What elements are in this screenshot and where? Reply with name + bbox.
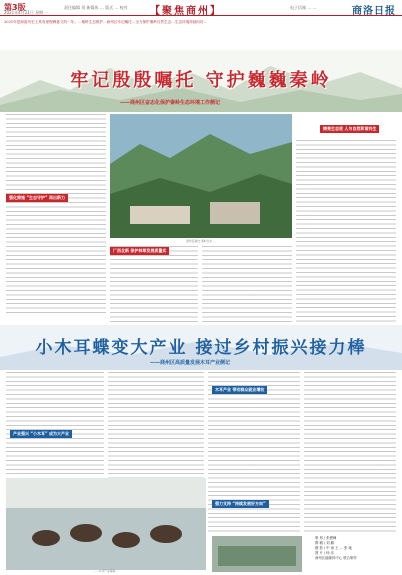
story1-landscape-photo [110, 114, 292, 238]
story2-head-3: 强力支持 “持续发展好方向” [212, 500, 269, 508]
story2-workers-photo [212, 536, 302, 572]
story1-column-1 [6, 114, 106, 314]
story1-column-3 [202, 246, 292, 324]
story1-column-2 [110, 246, 198, 324]
story2-photo-caption: ……木耳产业基地 … [92, 569, 120, 573]
section-title: 【聚焦商州】 [150, 6, 222, 17]
story2-column-1 [6, 372, 104, 476]
story1-title: 牢记殷殷嘱托 守护巍巍秦岭 [70, 70, 332, 91]
credit-images: 图 片 / 杨 乐 [315, 551, 335, 555]
story2-column-3 [208, 372, 300, 532]
credits-box [315, 536, 395, 561]
story1-subtitle: ——商州区奋志化保护秦岭生态环境工作侧记 [120, 100, 221, 106]
intro-paragraph: 2021年是商洛历史上具有里程碑意义的一年。…秦岭生态保护…商州区牢记嘱托…全力保护秦岭自然生态…生态环境持续向好… [4, 20, 208, 24]
credit-producer: 商州区融媒体中心 联合制作 [315, 556, 357, 560]
contact: 电子信箱 … … [290, 5, 317, 10]
page-number: 第3版 [4, 3, 26, 12]
story2-fungus-photo [6, 478, 206, 570]
newspaper-logo: 商洛日报 [352, 6, 396, 17]
story2-subtitle: ——商州区高质量发展木耳产业侧记 [150, 360, 231, 366]
story2-head-2: 木耳产业 带动群众就业增收 [212, 386, 267, 394]
credit-writing: 撰 稿 / 刘 鹏 [315, 541, 335, 545]
story2-head-1: 产业强兴 “小木耳” 成为大产业 [10, 430, 72, 438]
credit-planning: 策 划 / 张俊峰 [315, 536, 337, 540]
story1-column-4 [296, 140, 396, 324]
story1-head-3: 擦亮生态底 人与自然和谐共生 [320, 125, 379, 133]
story1-head-1: 强化措施 “生态守护” 再出新力 [6, 194, 68, 202]
issue-date: 2021年4月21日 星期一 [4, 10, 48, 15]
story1-photo-caption: 商州区境内 秦岭生态 … [186, 239, 216, 243]
story2-column-4 [304, 372, 396, 532]
story2-title: 小木耳蝶变大产业 接过乡村振兴接力棒 [35, 338, 367, 358]
masthead [0, 0, 402, 16]
credit-photo: 摄 影 / 中 南 王 … 张 驰 [315, 546, 352, 550]
editors: 责任编辑 刘 新媒体 … 版式 … 校对 [64, 5, 128, 10]
story1-head-2: 广西北新 保护林草发展质量实 [110, 247, 169, 255]
